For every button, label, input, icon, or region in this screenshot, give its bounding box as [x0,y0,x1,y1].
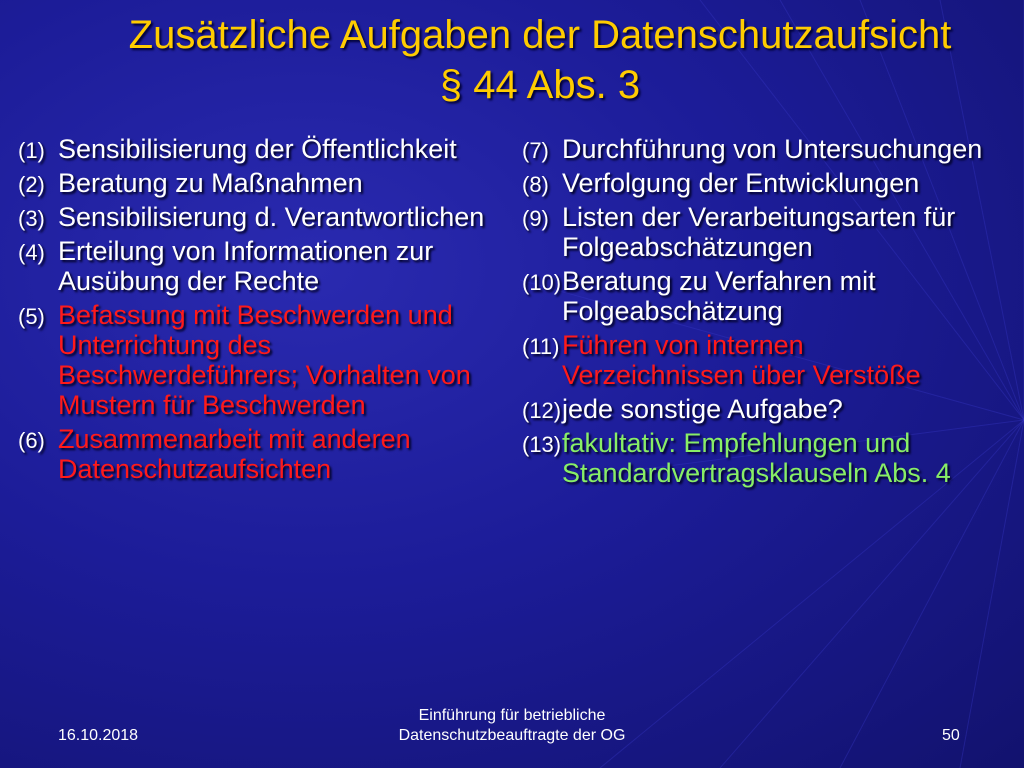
item-number: (4) [18,240,45,265]
item-text: fakultativ: Empfehlungen und Standardvertragsklauseln Abs. 4 [562,428,951,488]
list-item [18,134,488,164]
item-text: Listen der Verarbeitungsarten für Folgeabschätzungen [562,202,956,262]
item-text: Beratung zu Maßnahmen [58,168,363,198]
item-text: Führen von internen Verzeichnissen über Verstöße [562,330,921,390]
list-item [522,428,992,488]
item-text: Erteilung von Informationen zur Ausübung der Rechte [58,236,434,296]
list-item [18,202,488,232]
item-number: (8) [522,172,549,197]
item-number: (13) [522,432,562,457]
footer-title-line2: Datenschutzbeauftragte der OG [398,727,626,744]
list-item [522,266,992,326]
page-number: 50 [942,727,960,744]
slide-title-line2: § 44 Abs. 3 [439,63,641,107]
item-number: (11) [522,334,560,359]
right-task-list [522,134,992,492]
item-number: (6) [18,428,45,453]
item-text: Verfolgung der Entwicklungen [562,168,920,198]
footer-title-line1: Einführung für betriebliche [418,707,606,724]
footer-date: 16.10.2018 [58,727,139,744]
list-item [522,168,992,198]
item-number: (10) [522,270,562,295]
item-number: (7) [522,138,549,163]
item-text: Zusammenarbeit mit anderen Datenschutzaufsichten [58,424,411,484]
item-number: (1) [18,138,45,163]
list-item [18,300,488,420]
item-text: Sensibilisierung der Öffentlichkeit [58,134,457,164]
item-text: Durchführung von Untersuchungen [562,134,983,164]
list-item [522,202,992,262]
list-item [522,394,992,424]
item-number: (2) [18,172,45,197]
left-task-list [18,134,488,488]
item-text: Beratung zu Verfahren mit Folgeabschätzung [562,266,876,326]
footer-title [362,706,662,746]
item-text: Sensibilisierung d. Verantwortlichen [58,202,485,232]
list-item [18,236,488,296]
slide-title-line1: Zusätzliche Aufgaben der Datenschutzaufsicht [128,13,952,57]
item-number: (12) [522,398,562,423]
slide-title [60,10,1020,110]
item-number: (5) [18,304,45,329]
list-item [18,168,488,198]
item-text: Befassung mit Beschwerden und Unterrichtung des Beschwerdeführers; Vorhalten von Mustern für Beschwerden [58,300,471,420]
item-number: (3) [18,206,45,231]
list-item [522,134,992,164]
item-number: (9) [522,206,549,231]
list-item [522,330,992,390]
list-item [18,424,488,484]
item-text: jede sonstige Aufgabe? [562,394,843,424]
